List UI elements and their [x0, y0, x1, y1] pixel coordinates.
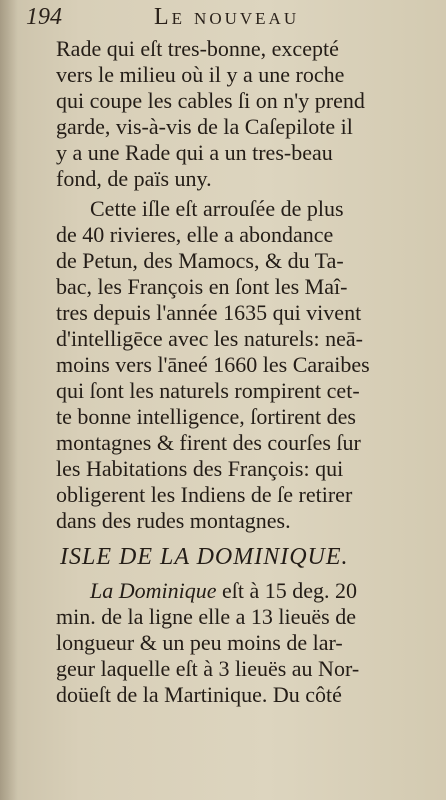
text-line-first [56, 578, 440, 604]
text-line: min. de la ligne elle a 13 lieuës de [56, 604, 356, 629]
running-title: Le nouveau [154, 4, 300, 30]
text-line: Cette iſle eſt arrouſée de plus [90, 196, 344, 221]
text-line: tres depuis l'année 1635 qui vivent [56, 300, 362, 325]
paragraph-3 [56, 578, 440, 708]
text-line: vers le milieu où il y a une roche [56, 62, 345, 87]
text-line: qui coupe les cables ſi on n'y prend [56, 88, 365, 113]
text-line: d'intelligēce avec les naturels: neā- [56, 326, 363, 351]
text-line: de 40 rivieres, elle a abondance [56, 222, 334, 247]
text-line: Rade qui eſt tres-bonne, excepté [56, 36, 339, 61]
section-heading: ISLE DE LA DOMINIQUE. [60, 544, 349, 570]
text-line: fond, de païs uny. [56, 166, 212, 191]
page-header [18, 2, 438, 32]
text-line: garde, vis-à-vis de la Caſepilote il [56, 114, 353, 139]
text-line: dans des rudes montagnes. [56, 508, 291, 533]
text-line-rest: eſt à 15 deg. 20 [216, 578, 358, 603]
text-line: y a une Rade qui a un tres-beau [56, 140, 333, 165]
text-line: les Habitations des François: qui [56, 456, 344, 481]
text-line: moins vers l'āneé 1660 les Caraibes [56, 352, 370, 377]
text-line: de Petun, des Mamocs, & du Ta- [56, 248, 344, 273]
text-line: te bonne intelligence, ſortirent des [56, 404, 356, 429]
text-line: longueur & un peu moins de lar- [56, 630, 343, 655]
text-line: obligerent les Indiens de ſe retirer [56, 482, 353, 507]
page-number: 194 [26, 4, 62, 30]
text-line: montagnes & firent des courſes ſur [56, 430, 361, 455]
place-name: La Dominique [90, 578, 217, 603]
paragraph-1 [56, 36, 440, 192]
paragraph-2 [56, 196, 440, 534]
text-line: bac, les François en ſont les Maî- [56, 274, 348, 299]
text-line: doüeſt de la Martinique. Du côté [56, 682, 342, 707]
text-line: qui ſont les naturels rompirent cet- [56, 378, 360, 403]
text-line: geur laquelle eſt à 3 lieuës au Nor- [56, 656, 360, 681]
page-body [56, 36, 440, 708]
gutter-shadow [0, 0, 18, 800]
